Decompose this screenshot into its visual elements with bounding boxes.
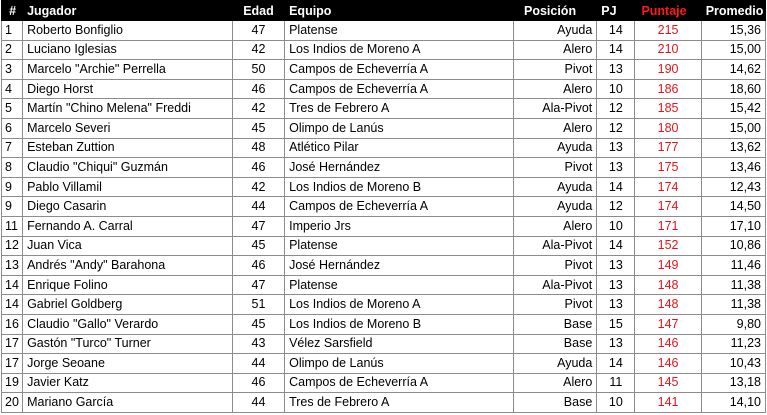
cell-jugador: Diego Casarin xyxy=(23,197,233,217)
cell-posicion: Alero xyxy=(513,40,596,60)
cell-puntaje: 145 xyxy=(635,373,701,393)
table-row xyxy=(2,393,766,413)
cell-puntaje: 149 xyxy=(635,256,701,276)
header-puntaje: Puntaje xyxy=(635,1,701,21)
cell-edad: 48 xyxy=(232,138,284,158)
cell-edad: 47 xyxy=(232,21,284,41)
cell-jugador: Roberto Bonfiglio xyxy=(23,21,233,41)
cell-jugador: Esteban Zuttion xyxy=(23,138,233,158)
cell-equipo: Platense xyxy=(285,275,514,295)
cell-pj: 10 xyxy=(597,216,635,236)
cell-equipo: Atlético Pilar xyxy=(285,138,514,158)
cell-num: 5 xyxy=(2,99,23,119)
cell-equipo: Los Indios de Moreno A xyxy=(285,40,514,60)
cell-num: 13 xyxy=(2,256,23,276)
cell-edad: 44 xyxy=(232,197,284,217)
cell-jugador: Marcelo Severi xyxy=(23,118,233,138)
cell-pj: 10 xyxy=(597,79,635,99)
cell-edad: 45 xyxy=(232,118,284,138)
cell-posicion: Ayuda xyxy=(513,21,596,41)
cell-num: 1 xyxy=(2,21,23,41)
table-row xyxy=(2,275,766,295)
cell-edad: 46 xyxy=(232,256,284,276)
cell-pj: 15 xyxy=(597,314,635,334)
table-row xyxy=(2,79,766,99)
cell-pj: 11 xyxy=(597,373,635,393)
cell-equipo: Tres de Febrero A xyxy=(285,99,514,119)
cell-pj: 13 xyxy=(597,334,635,354)
cell-posicion: Ala-Pivot xyxy=(513,99,596,119)
header-posicion: Posición xyxy=(513,1,596,21)
cell-num: 7 xyxy=(2,138,23,158)
cell-promedio: 13,46 xyxy=(701,158,765,178)
cell-pj: 12 xyxy=(597,99,635,119)
cell-promedio: 10,86 xyxy=(701,236,765,256)
cell-pj: 14 xyxy=(597,177,635,197)
cell-posicion: Ayuda xyxy=(513,354,596,374)
cell-jugador: Gastón "Turco" Turner xyxy=(23,334,233,354)
cell-promedio: 14,10 xyxy=(701,393,765,413)
cell-jugador: Mariano García xyxy=(23,393,233,413)
cell-edad: 42 xyxy=(232,99,284,119)
cell-puntaje: 174 xyxy=(635,177,701,197)
cell-edad: 44 xyxy=(232,354,284,374)
cell-promedio: 9,80 xyxy=(701,314,765,334)
table-row xyxy=(2,256,766,276)
cell-jugador: Luciano Iglesias xyxy=(23,40,233,60)
cell-puntaje: 148 xyxy=(635,275,701,295)
cell-pj: 14 xyxy=(597,21,635,41)
cell-promedio: 18,60 xyxy=(701,79,765,99)
cell-promedio: 13,62 xyxy=(701,138,765,158)
cell-puntaje: 215 xyxy=(635,21,701,41)
cell-jugador: Fernando A. Carral xyxy=(23,216,233,236)
cell-num: 17 xyxy=(2,334,23,354)
cell-puntaje: 185 xyxy=(635,99,701,119)
cell-promedio: 14,50 xyxy=(701,197,765,217)
table-row xyxy=(2,354,766,374)
cell-puntaje: 148 xyxy=(635,295,701,315)
header-num: # xyxy=(2,1,23,21)
cell-posicion: Alero xyxy=(513,216,596,236)
cell-equipo: Olimpo de Lanús xyxy=(285,354,514,374)
cell-num: 4 xyxy=(2,79,23,99)
cell-equipo: Imperio Jrs xyxy=(285,216,514,236)
cell-edad: 45 xyxy=(232,314,284,334)
cell-edad: 46 xyxy=(232,158,284,178)
cell-num: 9 xyxy=(2,177,23,197)
cell-jugador: Enrique Folino xyxy=(23,275,233,295)
cell-jugador: Jorge Seoane xyxy=(23,354,233,374)
cell-jugador: Diego Horst xyxy=(23,79,233,99)
cell-jugador: Claudio "Gallo" Verardo xyxy=(23,314,233,334)
cell-equipo: Los Indios de Moreno B xyxy=(285,177,514,197)
cell-posicion: Base xyxy=(513,314,596,334)
cell-puntaje: 146 xyxy=(635,354,701,374)
cell-pj: 12 xyxy=(597,197,635,217)
header-jugador: Jugador xyxy=(23,1,233,21)
cell-num: 17 xyxy=(2,354,23,374)
table-row xyxy=(2,118,766,138)
cell-edad: 50 xyxy=(232,60,284,80)
cell-num: 16 xyxy=(2,314,23,334)
table-row xyxy=(2,21,766,41)
cell-edad: 45 xyxy=(232,236,284,256)
cell-puntaje: 146 xyxy=(635,334,701,354)
cell-num: 19 xyxy=(2,373,23,393)
cell-posicion: Ala-Pivot xyxy=(513,236,596,256)
table-row xyxy=(2,60,766,80)
cell-posicion: Ala-Pivot xyxy=(513,275,596,295)
cell-equipo: Campos de Echeverría A xyxy=(285,60,514,80)
cell-posicion: Ayuda xyxy=(513,138,596,158)
cell-equipo: Platense xyxy=(285,236,514,256)
cell-promedio: 11,38 xyxy=(701,295,765,315)
cell-equipo: Campos de Echeverría A xyxy=(285,79,514,99)
cell-puntaje: 210 xyxy=(635,40,701,60)
cell-equipo: Vélez Sarsfield xyxy=(285,334,514,354)
cell-puntaje: 147 xyxy=(635,314,701,334)
cell-edad: 47 xyxy=(232,216,284,236)
cell-jugador: Andrés "Andy" Barahona xyxy=(23,256,233,276)
cell-puntaje: 141 xyxy=(635,393,701,413)
cell-edad: 46 xyxy=(232,79,284,99)
cell-puntaje: 152 xyxy=(635,236,701,256)
table-row xyxy=(2,197,766,217)
table-body xyxy=(2,21,766,413)
cell-equipo: Campos de Echeverría A xyxy=(285,197,514,217)
cell-num: 2 xyxy=(2,40,23,60)
cell-edad: 44 xyxy=(232,393,284,413)
cell-equipo: Tres de Febrero A xyxy=(285,393,514,413)
cell-num: 20 xyxy=(2,393,23,413)
cell-promedio: 15,00 xyxy=(701,40,765,60)
cell-promedio: 13,18 xyxy=(701,373,765,393)
cell-promedio: 17,10 xyxy=(701,216,765,236)
table-row xyxy=(2,373,766,393)
cell-jugador: Gabriel Goldberg xyxy=(23,295,233,315)
cell-promedio: 15,42 xyxy=(701,99,765,119)
cell-edad: 42 xyxy=(232,177,284,197)
cell-num: 9 xyxy=(2,197,23,217)
cell-promedio: 15,36 xyxy=(701,21,765,41)
header-promedio: Promedio xyxy=(701,1,765,21)
cell-posicion: Pivot xyxy=(513,158,596,178)
cell-pj: 14 xyxy=(597,236,635,256)
cell-posicion: Base xyxy=(513,334,596,354)
cell-equipo: José Hernández xyxy=(285,256,514,276)
cell-posicion: Alero xyxy=(513,79,596,99)
cell-equipo: Olimpo de Lanús xyxy=(285,118,514,138)
table-row xyxy=(2,295,766,315)
cell-puntaje: 175 xyxy=(635,158,701,178)
cell-equipo: Campos de Echeverría A xyxy=(285,373,514,393)
cell-edad: 42 xyxy=(232,40,284,60)
cell-promedio: 15,00 xyxy=(701,118,765,138)
cell-pj: 13 xyxy=(597,275,635,295)
table-row xyxy=(2,177,766,197)
header-equipo: Equipo xyxy=(285,1,514,21)
cell-edad: 51 xyxy=(232,295,284,315)
cell-pj: 13 xyxy=(597,295,635,315)
cell-posicion: Ayuda xyxy=(513,197,596,217)
cell-equipo: Los Indios de Moreno A xyxy=(285,295,514,315)
cell-pj: 14 xyxy=(597,40,635,60)
header-edad: Edad xyxy=(232,1,284,21)
cell-edad: 46 xyxy=(232,373,284,393)
cell-posicion: Alero xyxy=(513,118,596,138)
cell-puntaje: 180 xyxy=(635,118,701,138)
table-row xyxy=(2,334,766,354)
cell-promedio: 10,43 xyxy=(701,354,765,374)
cell-pj: 14 xyxy=(597,354,635,374)
cell-puntaje: 177 xyxy=(635,138,701,158)
cell-puntaje: 186 xyxy=(635,79,701,99)
cell-puntaje: 190 xyxy=(635,60,701,80)
cell-equipo: Los Indios de Moreno B xyxy=(285,314,514,334)
table-row xyxy=(2,158,766,178)
table-row xyxy=(2,138,766,158)
cell-num: 12 xyxy=(2,236,23,256)
table-row xyxy=(2,236,766,256)
cell-num: 14 xyxy=(2,275,23,295)
cell-pj: 12 xyxy=(597,118,635,138)
cell-jugador: Javier Katz xyxy=(23,373,233,393)
cell-posicion: Base xyxy=(513,393,596,413)
cell-pj: 10 xyxy=(597,393,635,413)
cell-num: 14 xyxy=(2,295,23,315)
cell-pj: 13 xyxy=(597,60,635,80)
cell-posicion: Pivot xyxy=(513,60,596,80)
cell-pj: 13 xyxy=(597,256,635,276)
cell-num: 3 xyxy=(2,60,23,80)
cell-equipo: José Hernández xyxy=(285,158,514,178)
cell-puntaje: 171 xyxy=(635,216,701,236)
cell-puntaje: 174 xyxy=(635,197,701,217)
cell-num: 6 xyxy=(2,118,23,138)
cell-posicion: Alero xyxy=(513,373,596,393)
cell-jugador: Martín "Chino Melena" Freddi xyxy=(23,99,233,119)
cell-pj: 13 xyxy=(597,138,635,158)
cell-jugador: Pablo Villamil xyxy=(23,177,233,197)
cell-equipo: Platense xyxy=(285,21,514,41)
cell-jugador: Claudio "Chiqui" Guzmán xyxy=(23,158,233,178)
cell-promedio: 12,43 xyxy=(701,177,765,197)
cell-posicion: Pivot xyxy=(513,295,596,315)
table-row xyxy=(2,216,766,236)
stats-table xyxy=(1,0,766,413)
cell-posicion: Ayuda xyxy=(513,177,596,197)
cell-num: 8 xyxy=(2,158,23,178)
cell-jugador: Juan Vica xyxy=(23,236,233,256)
table-row xyxy=(2,99,766,119)
cell-promedio: 11,23 xyxy=(701,334,765,354)
header-pj: PJ xyxy=(597,1,635,21)
cell-promedio: 14,62 xyxy=(701,60,765,80)
cell-posicion: Pivot xyxy=(513,256,596,276)
cell-promedio: 11,46 xyxy=(701,256,765,276)
cell-jugador: Marcelo "Archie" Perrella xyxy=(23,60,233,80)
header-row xyxy=(2,1,766,21)
cell-pj: 13 xyxy=(597,158,635,178)
table-row xyxy=(2,314,766,334)
cell-edad: 43 xyxy=(232,334,284,354)
cell-edad: 47 xyxy=(232,275,284,295)
cell-promedio: 11,38 xyxy=(701,275,765,295)
cell-num: 11 xyxy=(2,216,23,236)
table-row xyxy=(2,40,766,60)
